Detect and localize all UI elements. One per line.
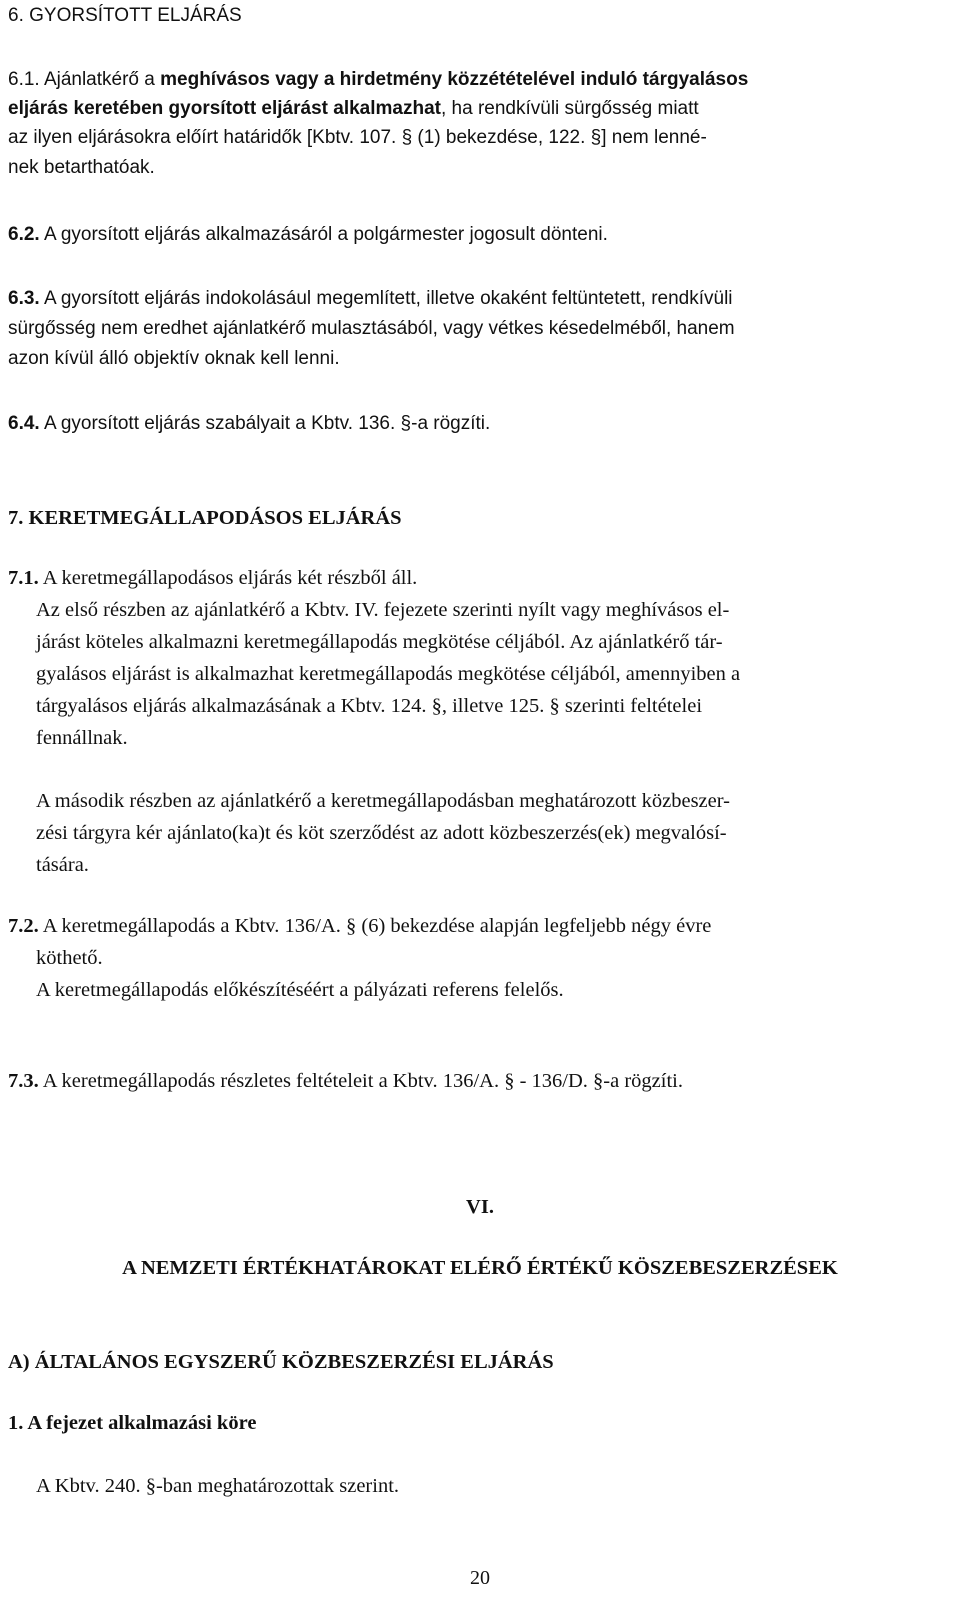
paragraph-6-1-line-2: eljárás keretében gyorsított eljárást alkalmazhat, ha rendkívüli sürgősség miatt [8,98,699,119]
section-7-heading: 7. KERETMEGÁLLAPODÁSOS ELJÁRÁS [8,507,402,529]
paragraph-7-1-part2-line-3: tására. [36,854,89,876]
paragraph-7-1-part2-line-2: zési tárgyra kér ajánlato(ka)t és köt szerződést az adott közbeszerzés(ek) megvalósí- [36,822,727,844]
subsection-heading: A) ÁLTALÁNOS EGYSZERŰ KÖZBESZERZÉSI ELJÁRÁS [8,1351,554,1373]
section-6-heading: 6. GYORSÍTOTT ELJÁRÁS [8,5,242,26]
paragraph-6-1-line-4: nek betarthatóak. [8,157,155,178]
page-number: 20 [470,1567,490,1589]
chapter-text: A Kbtv. 240. §-ban meghatározottak szerint. [36,1475,400,1497]
paragraph-number: 6.4. [8,413,40,434]
paragraph-number: 6.2. [8,224,40,245]
paragraph-7-1-line-3: járást köteles alkalmazni keretmegállapodás megkötése céljából. Az ajánlatkérő tár- [36,631,723,653]
paragraph-number: 7.3. [8,1070,39,1092]
paragraph-7-3: 7.3. A keretmegállapodás részletes feltételeit a Kbtv. 136/A. § - 136/D. §-a rögzíti. [8,1070,683,1092]
paragraph-6-1-line-1: 6.1. Ajánlatkérő a meghívásos vagy a hirdetmény közzétételével induló tárgyalásos [8,69,749,90]
paragraph-6-3-line-2: sürgősség nem eredhet ajánlatkérő mulasztásából, vagy vétkes késedelméből, hanem [8,318,735,339]
paragraph-7-2-line-2: köthető. [36,947,103,969]
paragraph-6-1-line-3: az ilyen eljárásokra előírt határidők [Kbtv. 107. § (1) bekezdése, 122. §] nem lenné- [8,127,707,148]
paragraph-7-1-line-4: gyalásos eljárást is alkalmazhat keretmegállapodás megkötése céljából, amennyiben a [36,663,741,685]
part-roman-numeral: VI. [466,1196,494,1218]
paragraph-number: 6.3. [8,288,40,309]
part-title: A NEMZETI ÉRTÉKHATÁROKAT ELÉRŐ ÉRTÉKŰ KÖSZEBESZERZÉSEK [122,1257,838,1279]
paragraph-7-1-line-2: Az első részben az ajánlatkérő a Kbtv. IV. fejezete szerinti nyílt vagy meghívásos el- [36,599,730,621]
paragraph-number: 6.1. [8,69,40,90]
paragraph-7-1-line-5: tárgyalásos eljárás alkalmazásának a Kbtv. 124. §, illetve 125. § szerinti feltételei [36,695,703,717]
paragraph-6-2: 6.2. A gyorsított eljárás alkalmazásáról a polgármester jogosult dönteni. [8,224,608,245]
paragraph-6-4: 6.4. A gyorsított eljárás szabályait a Kbtv. 136. §-a rögzíti. [8,413,491,434]
paragraph-7-1-line-1: 7.1. A keretmegállapodásos eljárás két részből áll. [8,567,418,589]
paragraph-number: 7.2. [8,915,39,937]
chapter-heading: 1. A fejezet alkalmazási köre [8,1412,257,1434]
paragraph-6-3-line-1: 6.3. A gyorsított eljárás indokolásául megemlített, illetve okaként feltüntetett, rendkívüli [8,288,733,309]
paragraph-7-2-line-3: A keretmegállapodás előkészítéséért a pályázati referens felelős. [36,979,564,1001]
paragraph-7-1-line-6: fennállnak. [36,727,128,749]
paragraph-6-3-line-3: azon kívül álló objektív oknak kell lenni. [8,348,340,369]
paragraph-7-1-part2-line-1: A második részben az ajánlatkérő a keretmegállapodásban meghatározott közbeszer- [36,790,730,812]
paragraph-7-2-line-1: 7.2. A keretmegállapodás a Kbtv. 136/A. § (6) bekezdése alapján legfeljebb négy évre [8,915,712,937]
paragraph-number: 7.1. [8,567,39,589]
